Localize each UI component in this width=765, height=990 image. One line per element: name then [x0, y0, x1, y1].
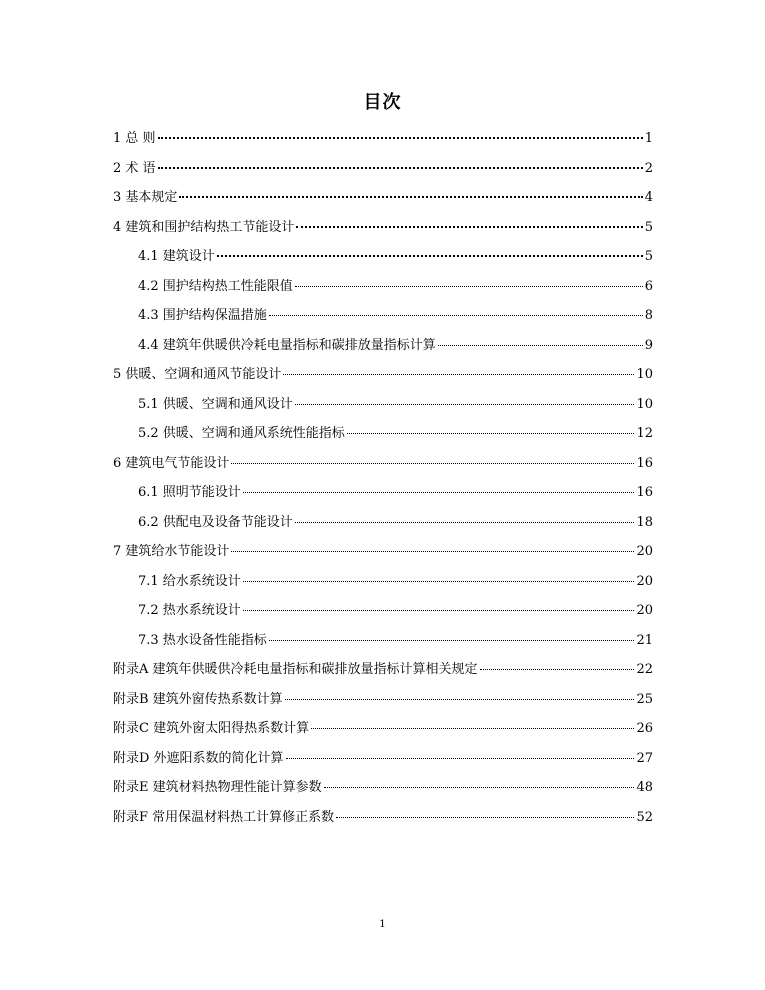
toc-entry[interactable] — [113, 655, 653, 685]
toc-entry-page: 2 — [644, 160, 653, 176]
toc-dot-leader — [285, 698, 635, 700]
toc-entry-page: 48 — [636, 780, 653, 795]
toc-entry-label: 附录A 建筑年供暖供冷耗电量指标和碳排放量指标计算相关规定 — [113, 662, 478, 677]
toc-entry[interactable] — [113, 390, 653, 420]
toc-entry-page: 20 — [636, 603, 653, 618]
toc-dot-leader — [295, 285, 643, 287]
toc-dot-leader — [231, 550, 634, 552]
toc-entry-page: 52 — [636, 809, 653, 825]
toc-entry[interactable] — [113, 272, 653, 302]
toc-entry[interactable] — [113, 626, 653, 656]
toc-entry-label: 6.2 供配电及设备节能设计 — [138, 514, 293, 530]
toc-dot-leader — [283, 373, 634, 375]
toc-dot-leader — [480, 668, 635, 670]
toc-entry-label: 5 供暖、空调和通风节能设计 — [113, 367, 282, 382]
toc-entry[interactable] — [113, 154, 653, 184]
page-number: 1 — [379, 919, 386, 930]
toc-entry-label: 附录F 常用保温材料热工计算修正系数 — [113, 809, 335, 825]
toc-dot-leader — [231, 462, 634, 464]
toc-entry[interactable] — [113, 449, 653, 479]
toc-entry-label: 5.1 供暖、空调和通风设计 — [138, 396, 293, 412]
toc-entry-label: 5.2 供暖、空调和通风系统性能指标 — [138, 426, 345, 441]
toc-entry[interactable] — [113, 183, 653, 213]
toc-dot-leader — [158, 136, 643, 139]
toc-entry-page: 27 — [636, 750, 653, 766]
toc-entry[interactable] — [113, 301, 653, 331]
toc-entry[interactable] — [113, 242, 653, 272]
toc-entry-label: 7.3 热水设备性能指标 — [138, 632, 267, 648]
toc-dot-leader — [269, 314, 643, 316]
toc-entry-page: 8 — [644, 308, 653, 323]
toc-entry-label: 4 建筑和围护结构热工节能设计 — [113, 219, 295, 235]
toc-entry-page: 18 — [636, 514, 653, 530]
toc-entry[interactable] — [113, 567, 653, 597]
toc-dot-leader — [295, 403, 635, 405]
toc-entry-label: 附录C 建筑外窗太阳得热系数计算 — [113, 721, 310, 736]
toc-entry-page: 5 — [644, 249, 653, 264]
toc-entry[interactable] — [113, 478, 653, 508]
toc-entry-page: 16 — [636, 485, 653, 500]
toc-entry-label: 3 基本规定 — [113, 190, 178, 205]
toc-dot-leader — [243, 491, 635, 493]
toc-entry-label: 7.1 给水系统设计 — [138, 573, 241, 589]
toc-entry[interactable] — [113, 714, 653, 744]
toc-entry[interactable] — [113, 508, 653, 538]
toc-entry-page: 21 — [636, 632, 653, 648]
toc-entry-label: 7.2 热水系统设计 — [138, 603, 241, 618]
toc-entry-page: 6 — [644, 278, 653, 294]
toc-entry[interactable] — [113, 773, 653, 803]
toc-entry-page: 12 — [636, 426, 653, 441]
toc-entry[interactable] — [113, 596, 653, 626]
toc-entry-label: 7 建筑给水节能设计 — [113, 544, 230, 559]
toc-dot-leader — [296, 225, 642, 228]
toc-entry-label: 4.1 建筑设计 — [138, 249, 215, 264]
toc-dot-leader — [243, 580, 635, 582]
toc-entry[interactable] — [113, 803, 653, 833]
toc-entry-page: 5 — [644, 219, 653, 235]
toc-entry-page: 20 — [636, 573, 653, 589]
toc-entry-page: 9 — [644, 337, 653, 353]
toc-entry-label: 附录D 外遮阳系数的简化计算 — [113, 750, 284, 766]
toc-entry-page: 16 — [636, 455, 653, 471]
toc-dot-leader — [311, 727, 634, 729]
toc-dot-leader — [295, 521, 635, 523]
toc-entry-label: 2 术 语 — [113, 160, 156, 176]
toc-entry-page: 26 — [636, 721, 653, 736]
toc-entry-page: 10 — [636, 367, 653, 382]
toc-entry[interactable] — [113, 744, 653, 774]
toc-entry[interactable] — [113, 685, 653, 715]
toc-dot-leader — [336, 816, 634, 818]
toc-dot-leader — [347, 432, 635, 434]
toc-entry[interactable] — [113, 213, 653, 243]
toc-entry-page: 1 — [644, 131, 653, 146]
toc-entry[interactable] — [113, 419, 653, 449]
toc-entry[interactable] — [113, 537, 653, 567]
toc-entry[interactable] — [113, 124, 653, 154]
toc-dot-leader — [438, 344, 643, 346]
toc-entry-label: 4.3 围护结构保温措施 — [138, 308, 267, 323]
toc-entry-page: 20 — [636, 544, 653, 559]
page-title: 目次 — [363, 92, 402, 113]
toc-dot-leader — [286, 757, 635, 759]
toc-dot-leader — [179, 195, 642, 198]
toc-entry-page: 4 — [644, 190, 653, 205]
toc-entry-page: 25 — [636, 691, 653, 707]
toc-dot-leader — [324, 786, 635, 788]
toc-entry-label: 4.4 建筑年供暖供冷耗电量指标和碳排放量指标计算 — [138, 337, 436, 353]
toc-entry-label: 6.1 照明节能设计 — [138, 485, 241, 500]
toc-dot-leader — [217, 254, 643, 257]
toc-entry-page: 22 — [636, 662, 653, 677]
table-of-contents — [113, 124, 653, 832]
toc-dot-leader — [243, 609, 635, 611]
toc-entry-label: 附录E 建筑材料热物理性能计算参数 — [113, 780, 322, 795]
toc-entry[interactable] — [113, 360, 653, 390]
toc-entry-label: 4.2 围护结构热工性能限值 — [138, 278, 293, 294]
toc-entry-label: 1 总 则 — [113, 131, 156, 146]
toc-dot-leader — [269, 639, 635, 641]
toc-dot-leader — [158, 166, 643, 169]
toc-entry-page: 10 — [636, 396, 653, 412]
toc-entry-label: 6 建筑电气节能设计 — [113, 455, 230, 471]
toc-entry[interactable] — [113, 331, 653, 361]
toc-entry-label: 附录B 建筑外窗传热系数计算 — [113, 691, 283, 707]
